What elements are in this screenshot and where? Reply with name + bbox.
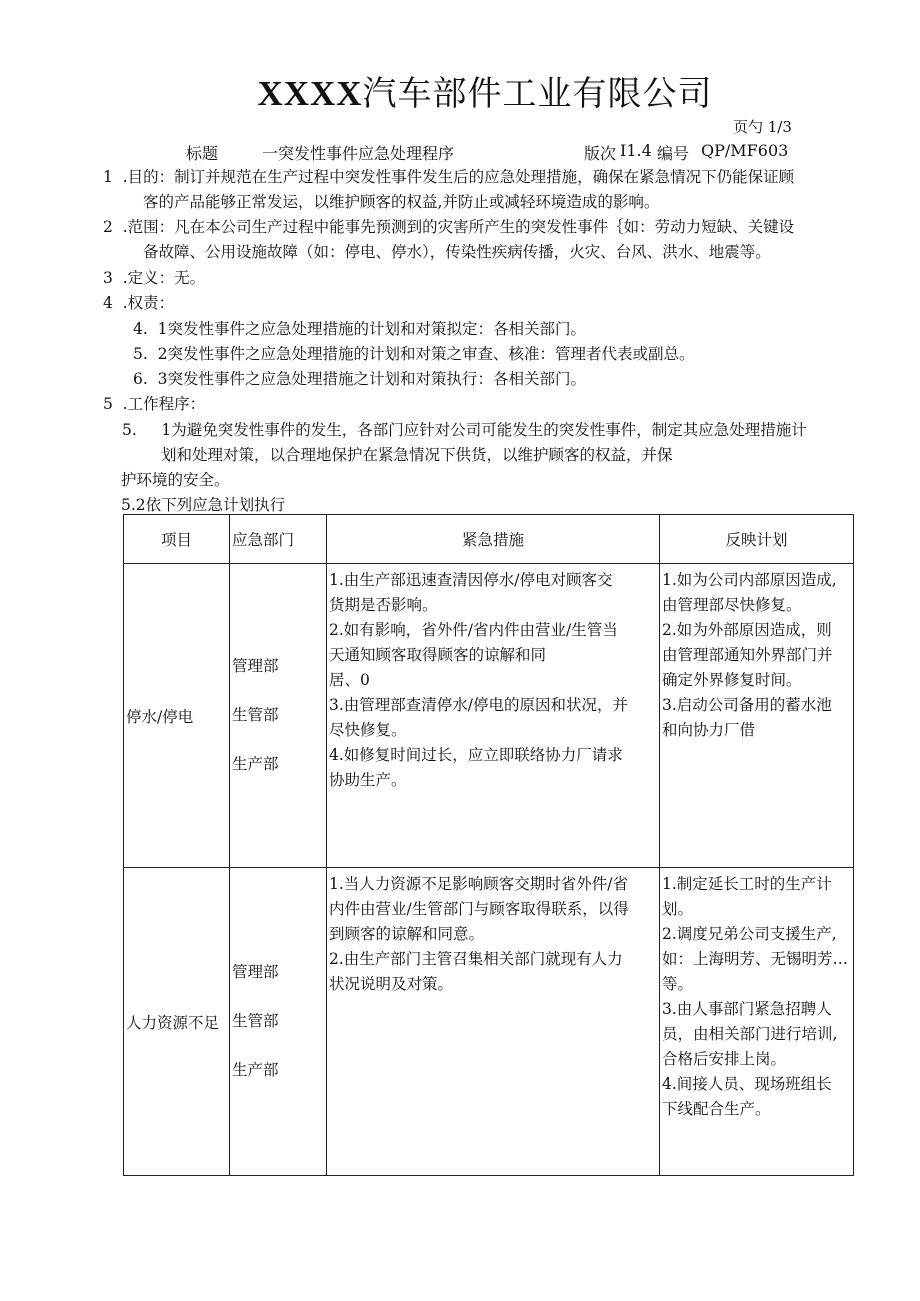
procedure-title: 一突发性事件应急处理程序 [262,144,455,163]
plan-cell [660,868,854,1176]
measure-line: 货期是否影响。 [329,596,438,614]
measure-line: 状况说明及对策。 [329,975,454,993]
page-number: 页勺 1/3 [733,118,792,136]
plan-line: 划。 [662,900,694,918]
department-name: 生管部 [232,1012,279,1030]
section-5-1-line-2: 划和处理对策，以合理地保护在紧急情况下供货，以维护顾客的权益，并保 [161,446,673,464]
measure-line: 居、0 [329,671,370,689]
section-5: 5 .工作程序： [103,395,206,413]
section-5-2: 5.2依下列应急计划执行 [121,496,286,514]
table-header-row [124,515,854,564]
version-value: I1.4 [620,141,652,160]
plan-line: 如：上海明芳、无锡明芳… [662,950,849,968]
section-4: 4 .权责： [103,294,175,312]
section-4-2: 5. 2突发性事件之应急处理措施的计划和对策之审查、核准：管理者代表或副总。 [133,345,695,363]
plan-line: 3.由人事部门紧急招聘人 [662,1000,832,1018]
item-cell [124,868,230,1176]
measures-cell [327,868,660,1176]
plan-line: 和向协力厂借 [662,721,756,739]
measure-line: 内件由营业/生管部门与顾客取得联系，以得 [329,900,629,918]
item-name: 人力资源不足 [126,1013,220,1032]
header-plan: 反映计划 [660,515,854,564]
plan-line: 由管理部尽快修复。 [662,596,802,614]
plan-line: 由管理部通知外界部门并 [662,646,833,664]
measure-line: 尽快修复。 [329,721,407,739]
measure-line: 2.由生产部门主管召集相关部门就现有人力 [329,950,623,968]
measure-line: 天通知顾客取得顾客的谅解和同 [329,646,547,664]
section-2-line-2: 备故障、公用设施故障（如：停电、停水），传染性疾病传播，火灾、台风、洪水、地震等。 [143,243,771,261]
measures-cell [327,564,660,868]
department-name: 生管部 [232,706,279,724]
plan-line: 下线配合生产。 [662,1100,771,1118]
plan-line: 4.间接人员、现场班组长 [662,1075,832,1093]
company-title-name: 汽车部件工业有限公司 [362,74,713,114]
plan-line: 1.制定延长工时的生产计 [662,875,832,893]
header-item: 项目 [124,515,230,564]
company-title [0,66,920,115]
department-name: 生产部 [232,1061,279,1079]
measure-line: 3.由管理部查清停水/停电的原因和状况，并 [329,696,629,714]
measure-line: 1.由生产部迅速查清因停水/停电对顾客交 [329,571,613,589]
plan-cell [660,564,854,868]
section-2-line-1: 2 .范围：凡在本公司生产过程中能事先预测到的灾害所产生的突发性事件｛如：劳动力短缺、关键设 [103,218,795,236]
section-3: 3 .定义：无。 [103,269,206,287]
section-4-1: 4. 1突发性事件之应急处理措施的计划和对策拟定：各相关部门。 [133,320,587,338]
table-row [124,868,854,1176]
measure-line: 2.如有影响，省外件/省内件由营业/生管当 [329,621,618,639]
plan-line: 3.启动公司备用的蓄水池 [662,696,832,714]
measure-line: 到顾客的谅解和同意。 [329,925,485,943]
department-cell [230,564,327,868]
plan-line: 1.如为公司内部原因造成, [662,571,837,589]
header-measures: 紧急措施 [327,515,660,564]
table-row [124,564,854,868]
number-value: QP/MF603 [701,141,789,160]
header-department: 应急部门 [230,515,327,564]
section-1-line-1: 1 .目的：制订并规范在生产过程中突发性事件发生后的应急处理措施，确保在紧急情况下仍能保证顾 [103,168,795,186]
department-name: 管理部 [232,963,279,981]
plan-line: 合格后安排上岗。 [662,1050,787,1068]
company-title-code: XXXX [257,74,363,113]
plan-line: 员，由相关部门进行培训, [662,1025,838,1043]
department-name: 生产部 [232,755,279,773]
section-5-1-line-1: 5. 1为避免突发性事件的发生，各部门应针对公司可能发生的突发性事件，制定其应急处理措施计 [122,421,807,439]
item-name: 停水/停电 [126,707,194,726]
emergency-plan-table [123,514,854,1176]
measure-line: 1.当人力资源不足影响顾客交期时省外件/省 [329,875,629,893]
department-cell [230,868,327,1176]
section-5-1-line-3: 护环境的安全。 [121,471,230,489]
title-label: 标题 [186,144,219,163]
plan-line: 确定外界修复时间。 [662,671,802,689]
plan-line: 2.调度兄弟公司支援生产, [662,925,837,943]
item-cell [124,564,230,868]
section-4-3: 6. 3突发性事件之应急处理措施之计划和对策执行：各相关部门。 [133,370,587,388]
measure-line: 协助生产。 [329,771,407,789]
department-name: 管理部 [232,657,279,675]
section-1-line-2: 客的产品能够正常发运，以维护顾客的权益,并防止或减轻环境造成的影响。 [143,193,660,211]
measure-line: 4.如修复时间过长，应立即联络协力厂请求 [329,746,623,764]
plan-line: 等。 [662,975,694,993]
version-label: 版次 [584,144,617,163]
plan-line: 2.如为外部原因造成，则 [662,621,832,639]
number-label: 编号 [657,144,690,163]
